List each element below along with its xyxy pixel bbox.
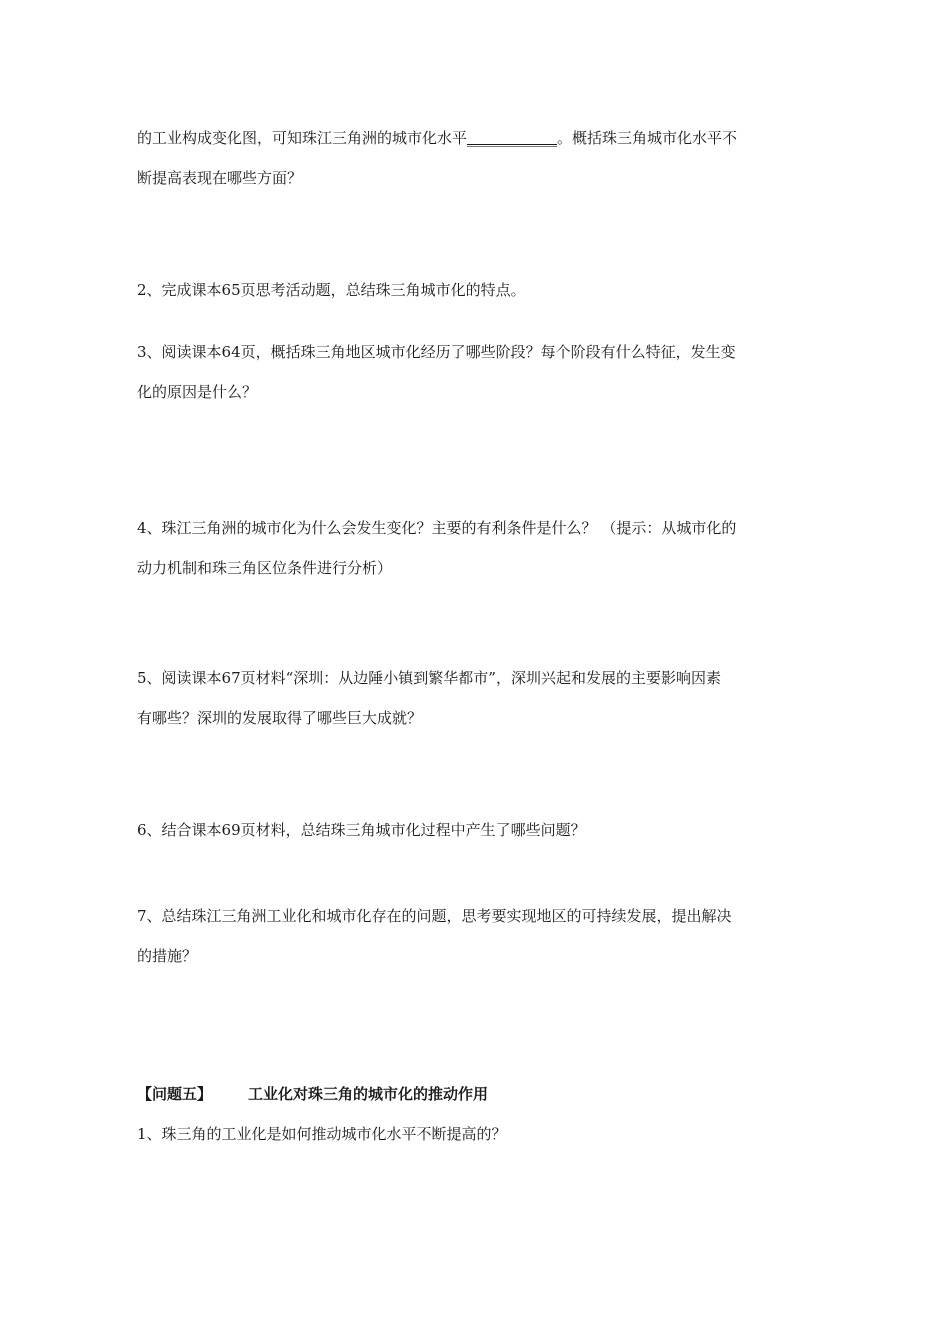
fill-in-blank: ____________ xyxy=(467,129,558,147)
question-4-line-2: 动力机制和珠三角区位条件进行分析） xyxy=(137,559,393,577)
question-2: 2、完成课本65页思考活动题，总结珠三角城市化的特点。 xyxy=(137,281,526,299)
section-5-heading xyxy=(137,1084,488,1104)
question-4-line-1: 4、珠江三角洲的城市化为什么会发生变化？主要的有利条件是什么？ （提示：从城市化的 xyxy=(137,519,737,537)
intro-line-2: 断提高表现在哪些方面？ xyxy=(137,169,303,187)
question-7-line-2: 的措施？ xyxy=(137,947,198,965)
question-5-line-1: 5、阅读课本67页材料“深圳：从边陲小镇到繁华都市”，深圳兴起和发展的主要影响因素 xyxy=(137,669,721,687)
intro-line-1 xyxy=(137,128,737,148)
question-3-line-1: 3、阅读课本64页，概括珠三角地区城市化经历了哪些阶段？每个阶段有什么特征，发生变 xyxy=(137,343,736,361)
intro-line-1-before: 的工业构成变化图，可知珠江三角洲的城市化水平 xyxy=(137,129,468,147)
question-3-line-2: 化的原因是什么？ xyxy=(137,383,258,401)
question-7-line-1: 7、总结珠江三角洲工业化和城市化存在的问题，思考要实现地区的可持续发展，提出解决 xyxy=(137,907,732,925)
question-6: 6、结合课本69页材料，总结珠三角城市化过程中产生了哪些问题？ xyxy=(137,821,586,839)
section-5-label: 【问题五】 xyxy=(137,1085,213,1103)
intro-line-1-after: 。概括珠三角城市化水平不 xyxy=(557,129,738,147)
question-5-line-2: 有哪些？深圳的发展取得了哪些巨大成就？ xyxy=(137,709,423,727)
section-5-question-1: 1、珠三角的工业化是如何推动城市化水平不断提高的？ xyxy=(137,1125,507,1143)
section-5-title: 工业化对珠三角的城市化的推动作用 xyxy=(248,1085,489,1103)
